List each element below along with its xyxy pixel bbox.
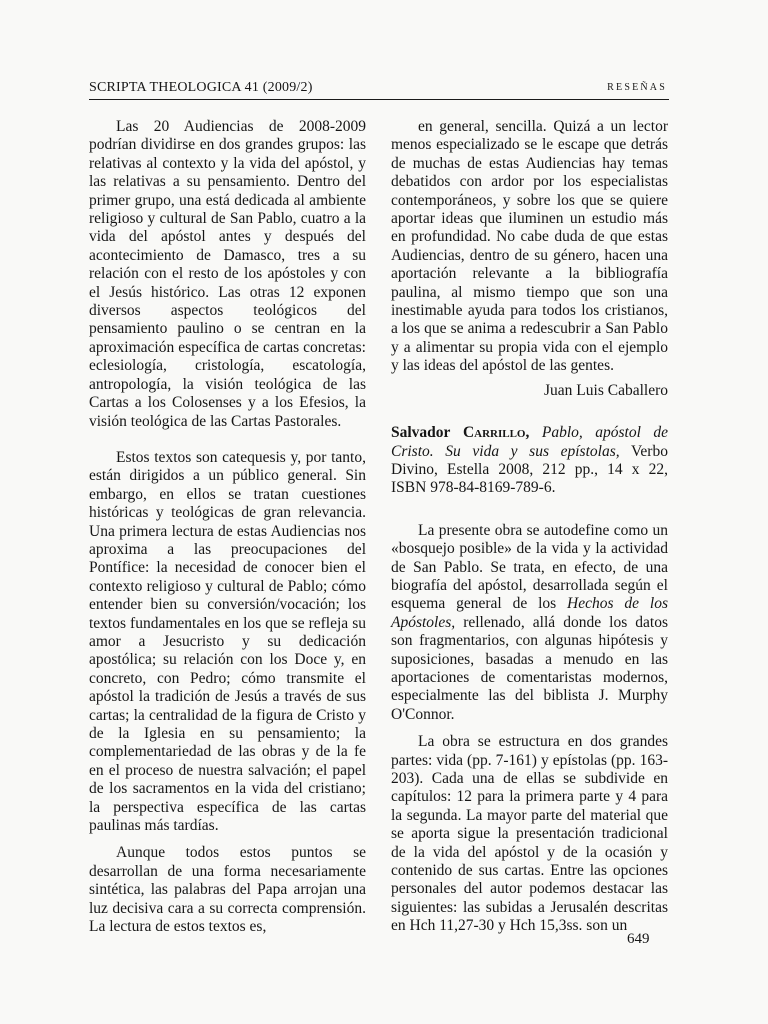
right-paragraph-3: La obra se estructura en dos grandes partes: vida (pp. 7-161) y epístolas (pp. 163-203). Cada una de ellas se subdivide en capítulos: 12 para la primera parte y 4 para la segunda. La mayor parte del material que se aporta sigue la presentación tradicional de la vida del apóstol y de la ocasión y contenido de sus cartas. Entre las opciones personales del autor podemos destacar las siguientes: las subidas a Jerusalén descritas en Hch 11,27-30 y Hch 15,3ss. son un bbox=[391, 733, 668, 935]
p2-text-before: La presente obra se autodefine como un «bosquejo posible» de la vida y la actividad de San Pablo. Se trata, en efecto, de una biografía del apóstol, desarrollada según el esquema general de los bbox=[391, 521, 668, 613]
p2-italic-title: Hechos de los Apóstoles, bbox=[391, 595, 668, 631]
ref-book-details: Verbo Divino, Estella 2008, 212 pp., 14 x 22, ISBN 978-84-8169-789-6. bbox=[391, 442, 668, 497]
right-paragraph-2 bbox=[391, 522, 668, 724]
ref-book-title: Pablo, apóstol de Cristo. Su vida y sus epístolas, bbox=[391, 424, 669, 460]
ref-author-first: Salvador bbox=[391, 424, 451, 442]
right-column bbox=[391, 118, 668, 936]
running-head-section: RESEÑAS bbox=[607, 82, 667, 93]
running-head-journal: SCRIPTA THEOLOGICA 41 (2009/2) bbox=[89, 80, 313, 95]
left-paragraph-1: Las 20 Audiencias de 2008-2009 podrían dividirse en dos grandes grupos: las relativas al contexto y la vida del apóstol, y las relativas a su pensamiento. Dentro del primer grupo, una está dedicada al ambiente religioso y cultural de San Pablo, cuatro a la vida del apóstol antes y después del acontecimiento de Damasco, tres a su relación con el resto de los apóstoles y con el Jesús histórico. Las otras 12 exponen diversos aspectos teológicos del pensamiento paulino o se centran en la aproximación específica de cartas concretas: eclesiología, cristología, escatología, antropología, la visión teológica de las Cartas a los Colosenses y a los Efesios, la visión teológica de las Cartas Pastorales. bbox=[89, 118, 366, 430]
left-paragraph-2: Estos textos son catequesis y, por tanto, están dirigidos a un público general. Sin embargo, en ellos se tratan cuestiones históricas y teológicas de gran relevancia. Una primera lectura de estas Audiencias nos aproxima a las preocupaciones del Pontífice: la necesidad de conocer bien el contexto religioso y cultural de Pablo; cómo entender bien su conversión/vocación; los textos fundamentales en los que se refleja su amor a Jesucristo y su dedicación apostólica; su relación con los Doce y, en concreto, con Pedro; cómo transmite el apóstol la tradición de Jesús a través de sus cartas; la centralidad de la figura de Cristo y de la Iglesia en su pensamiento; la complementariedad de las obras y de la fe en el proceso de nuestra salvación; el papel de los sacramentos en la vida del cristiano; la perspectiva específica de las cartas paulinas más tardías. bbox=[89, 448, 366, 835]
header-rule bbox=[89, 99, 669, 100]
ref-author-last: Carrillo, bbox=[462, 424, 530, 442]
book-reference bbox=[391, 424, 668, 498]
left-column bbox=[89, 118, 366, 936]
review-signature: Juan Luis Caballero bbox=[544, 381, 668, 399]
p2-text-after: rellenado, allá donde los datos son fragmentarios, con algunas hipótesis y suposiciones, basadas a menudo en las aportaciones de comentaristas modernos, especialmente las del biblista J. Murphy O'Connor. bbox=[391, 613, 668, 723]
right-paragraph-1: en general, sencilla. Quizá a un lector menos especializado se le escape que detrás de muchas de estas Audiencias hay temas debatidos con ardor por los especialistas contemporáneos, y sobre los que se quiere aportar ideas que iluminen un estudio más en profundidad. No cabe duda de que estas Audiencias, dentro de su género, hacen una aportación relevante a la bibliografía paulina, al mismo tiempo que son una inestimable ayuda para todos los cristianos, a los que se anima a redescubrir a San Pablo y a alimentar su propia vida con el ejemplo y las ideas del apóstol de las gentes. bbox=[391, 118, 668, 375]
page-number: 649 bbox=[627, 931, 650, 947]
left-paragraph-3: Aunque todos estos puntos se desarrollan de una forma necesariamente sintética, las palabras del Papa arrojan una luz decisiva cara a su correcta comprensión. La lectura de estos textos es, bbox=[89, 844, 366, 936]
